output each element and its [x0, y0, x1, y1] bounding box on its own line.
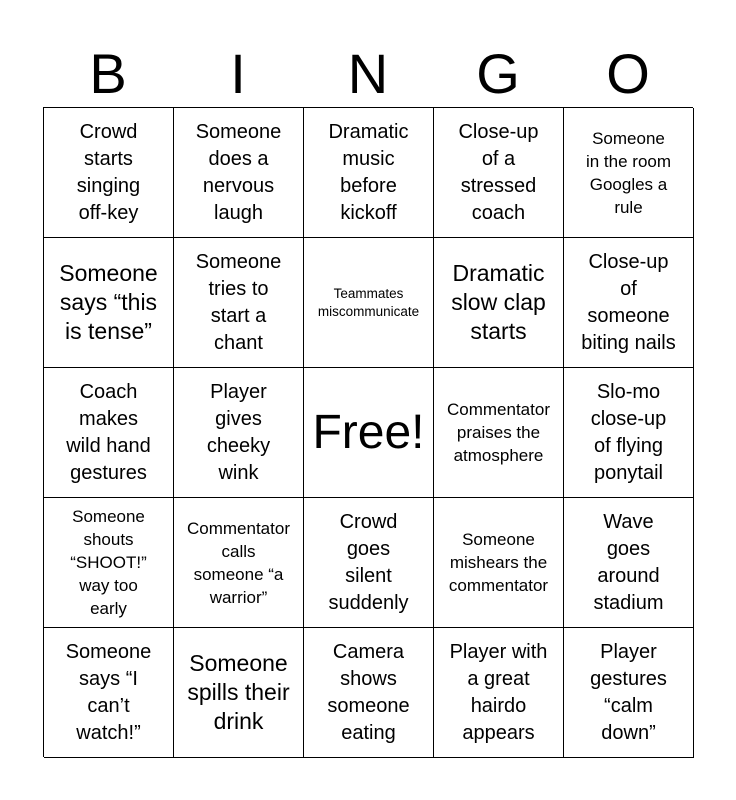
bingo-cell[interactable]	[174, 368, 304, 498]
bingo-header	[43, 40, 693, 108]
header-letter-g: G	[476, 42, 520, 105]
cell-text: Crowd starts singing off-key	[76, 120, 141, 224]
header-letter-i: I	[230, 42, 246, 105]
bingo-cell[interactable]	[434, 498, 564, 628]
bingo-cell[interactable]	[564, 108, 694, 238]
cell-text: Coach makes wild hand gestures	[66, 380, 151, 484]
bingo-cell[interactable]	[44, 628, 174, 758]
bingo-cell[interactable]	[564, 498, 694, 628]
bingo-cell[interactable]	[434, 238, 564, 368]
cell-text: Slo-mo close-up of flying ponytail	[590, 380, 667, 484]
header-letter-n: N	[347, 42, 389, 105]
bingo-cell[interactable]	[564, 628, 694, 758]
free-space-cell[interactable]	[304, 368, 434, 498]
cell-text: Someone does a nervous laugh	[195, 120, 282, 224]
cell-text: Dramatic slow clap starts	[451, 260, 546, 344]
cell-text: Someone spills their drink	[187, 650, 290, 734]
cell-text: Camera shows someone eating	[327, 640, 410, 744]
bingo-board	[43, 107, 693, 757]
bingo-cell[interactable]	[304, 108, 434, 238]
bingo-cell[interactable]	[304, 628, 434, 758]
bingo-cell[interactable]	[434, 368, 564, 498]
bingo-cell[interactable]	[564, 368, 694, 498]
free-space-text: Free!	[312, 405, 425, 459]
bingo-cell[interactable]	[44, 238, 174, 368]
bingo-cell[interactable]	[44, 498, 174, 628]
cell-text: Wave goes around stadium	[593, 510, 664, 614]
bingo-cell[interactable]	[174, 108, 304, 238]
cell-text: Someone shouts “SHOOT!” way too early	[70, 507, 147, 618]
bingo-cell[interactable]	[174, 498, 304, 628]
bingo-cell[interactable]	[304, 238, 434, 368]
bingo-cell[interactable]	[304, 498, 434, 628]
bingo-cell[interactable]	[44, 368, 174, 498]
header-letter-o: O	[606, 42, 650, 105]
cell-text: Commentator calls someone “a warrior”	[187, 518, 290, 607]
cell-text: Close-up of a stressed coach	[458, 120, 539, 224]
bingo-cell[interactable]	[174, 238, 304, 368]
cell-text: Dramatic music before kickoff	[328, 120, 409, 224]
bingo-cell[interactable]	[564, 238, 694, 368]
cell-text: Someone says “this is tense”	[59, 260, 158, 344]
bingo-cell[interactable]	[44, 108, 174, 238]
cell-text: Someone in the room Googles a rule	[585, 128, 672, 217]
bingo-cell[interactable]	[174, 628, 304, 758]
cell-text: Teammates miscommunicate	[317, 285, 420, 319]
cell-text: Someone mishears the commentator	[448, 530, 549, 595]
cell-text: Someone says “I can’t watch!”	[65, 640, 152, 744]
bingo-cell[interactable]	[434, 108, 564, 238]
cell-text: Player gestures “calm down”	[590, 640, 667, 744]
cell-text: Commentator praises the atmosphere	[447, 400, 550, 465]
cell-text: Crowd goes silent suddenly	[328, 510, 409, 614]
cell-text: Close-up of someone biting nails	[581, 250, 676, 354]
cell-text: Player gives cheeky wink	[206, 380, 271, 484]
cell-text: Someone tries to start a chant	[195, 250, 282, 354]
header-letter-b: B	[89, 42, 127, 105]
cell-text: Player with a great hairdo appears	[449, 640, 548, 744]
bingo-cell[interactable]	[434, 628, 564, 758]
